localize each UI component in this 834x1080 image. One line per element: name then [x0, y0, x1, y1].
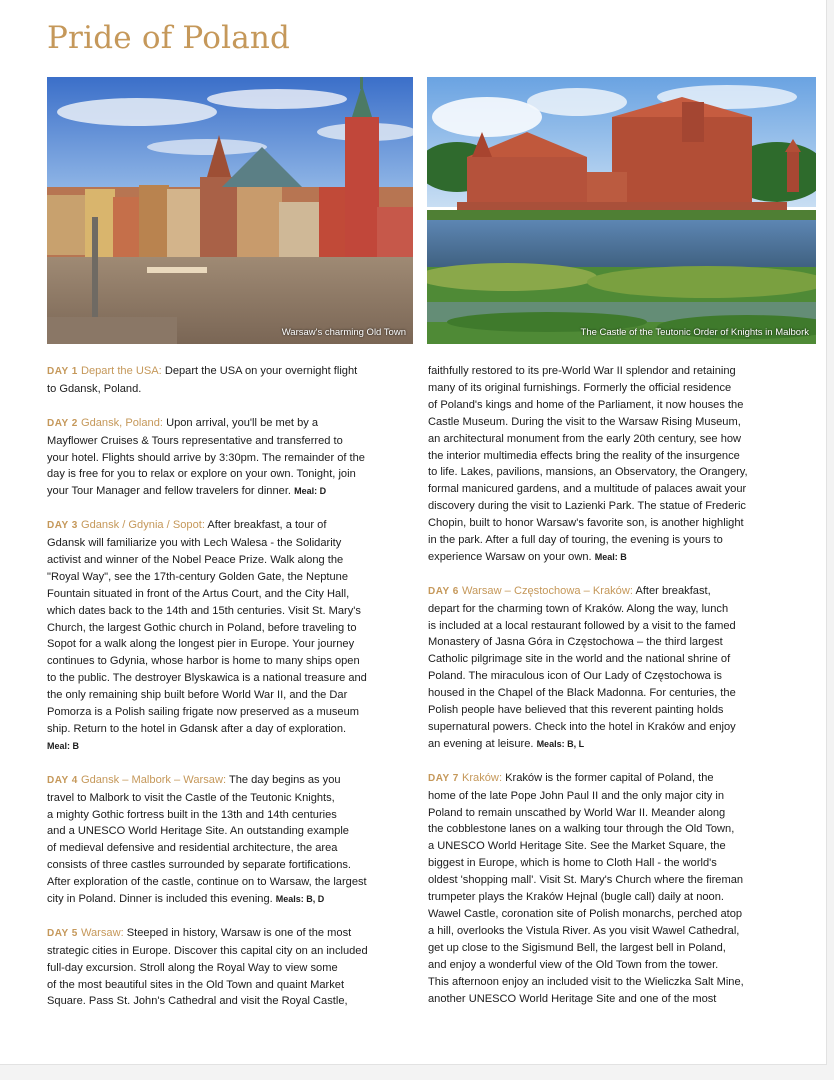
- itinerary-day-1: [47, 363, 413, 398]
- day-text-line: discovery during the visit to Lazienki Park. The statue of Frederic: [428, 500, 746, 513]
- day-text-line: the cobblestone lanes on a walking tour through the Old Town,: [428, 823, 735, 836]
- meal-info: Meal: B: [594, 551, 627, 562]
- day-text-line: Steeped in history, Warsaw is one of the most: [126, 926, 352, 939]
- day-destination: Gdansk, Poland:: [80, 416, 163, 429]
- day-text-line: biggest in Europe, which is home to Cloth Hall - the world's: [428, 857, 717, 870]
- day-text-line: and a UNESCO World Heritage Site. An outstanding example: [47, 825, 349, 838]
- day-text-line: trumpeter plays the Kraków Hejnal (bugle call) daily at noon.: [428, 891, 724, 904]
- day-text-line: day is free for you to relax or explore on your own. Tonight, join: [47, 468, 356, 481]
- day-text-line: Wawel Castle, coronation site of Polish monarchs, perched atop: [428, 907, 743, 920]
- day-text-line: is included at a local restaurant followed by a visit to the famed: [428, 619, 736, 632]
- day-text-line: strategic cities in Europe. Discover this capital city on an included: [47, 944, 368, 957]
- day-number: DAY 7: [428, 772, 459, 784]
- day-text-line: oldest 'shopping mall'. Visit St. Mary's Church where the fireman: [428, 874, 744, 887]
- day-text-line: your hotel. Flights should arrive by 3:30pm. The remainder of the: [47, 451, 365, 464]
- day-destination: Warsaw:: [80, 926, 124, 939]
- day-text-line: After exploration of the castle, continue on to Warsaw, the largest: [47, 876, 367, 889]
- day-text-line: many of its original furnishings. Formerly the official residence: [428, 381, 732, 394]
- itinerary-column-right: [428, 363, 790, 1024]
- day-text-line: Castle Museum. During the visit to the Warsaw Rising Museum,: [428, 415, 741, 428]
- day-text-line: housed in the Chapel of the Black Madonna. For centuries, the: [428, 687, 736, 700]
- itinerary-column-left: [47, 363, 413, 1027]
- day-text-line: depart for the charming town of Kraków. Along the way, lunch: [428, 602, 729, 615]
- day-text-line: an evening at leisure.: [428, 737, 534, 750]
- itinerary-day-6: [428, 583, 790, 753]
- day-text-line: ship. Return to the hotel in Gdansk after a day of exploration.: [47, 723, 347, 735]
- meal-info: Meals: B, L: [536, 738, 585, 749]
- day-text-line: of Poland's kings and home of the Parliament, it now houses the: [428, 398, 744, 411]
- day-text-line: the only remaining ship built before World War II, and the Dar: [47, 689, 348, 702]
- day-text-line: Polish people have believed that this reverent painting holds: [428, 704, 724, 717]
- day-text-line: to the public. The destroyer Blyskawica is a national treasure and: [47, 672, 367, 685]
- day-text-line: activist and winner of the Nobel Peace Prize. Walk along the: [47, 553, 344, 566]
- day-text-line: faithfully restored to its pre-World War II splendor and retaining: [428, 365, 736, 377]
- itinerary-day-4: [47, 772, 413, 908]
- day-text-line: Fountain situated in front of the Artus Court, and the City Hall,: [47, 587, 350, 600]
- day-text-line: city in Poland. Dinner is included this evening.: [47, 893, 273, 906]
- warsaw-old-town-photo: [47, 77, 413, 344]
- day-number: DAY 4: [47, 774, 78, 786]
- photo-caption: The Castle of the Teutonic Order of Knights in Malbork: [580, 327, 809, 338]
- itinerary-day-5-continued: [428, 363, 790, 566]
- day-text-line: home of the late Pope John Paul II and the only major city in: [428, 789, 725, 802]
- day-destination: Warsaw – Częstochowa – Kraków:: [461, 584, 633, 597]
- day-text-line: Poland to remain unscathed by World War II. Meander along: [428, 806, 726, 819]
- itinerary-day-5: [47, 925, 413, 1011]
- day-text-line: This afternoon enjoy an included visit to the Wieliczka Salt Mine,: [428, 975, 744, 988]
- day-text-line: experience Warsaw on your own.: [428, 550, 592, 563]
- day-text-line: to Gdansk, Poland.: [47, 382, 142, 395]
- day-text-line: to life. Lakes, pavilions, mansions, an Observatory, the Orangery,: [428, 466, 748, 479]
- day-text-line: get up close to the Sigismund Bell, the largest bell in Poland,: [428, 941, 726, 954]
- meal-info: Meals: B, D: [275, 894, 325, 905]
- day-text-line: After breakfast,: [635, 584, 711, 597]
- day-text-line: The day begins as you: [228, 773, 341, 786]
- malbork-castle-photo: [427, 77, 816, 344]
- meal-info: Meal: D: [294, 486, 327, 497]
- day-text-line: Gdansk will familiarize you with Lech Walesa - the Solidarity: [47, 537, 342, 550]
- day-text-line: an architectural monument from the early 20th century, see how: [428, 432, 742, 445]
- day-text-line: full-day excursion. Stroll along the Royal Way to view some: [47, 961, 338, 974]
- day-text-line: continues to Gdynia, whose harbor is home to many ships open: [47, 655, 360, 668]
- page-title: Pride of Poland: [47, 20, 291, 56]
- day-text-line: consists of three castles surrounded by separate fortifications.: [47, 859, 352, 872]
- day-number: DAY 6: [428, 585, 459, 597]
- day-number: DAY 5: [47, 927, 78, 939]
- day-number: DAY 2: [47, 417, 78, 429]
- photo-caption: Warsaw's charming Old Town: [281, 327, 406, 338]
- day-text-line: another UNESCO World Heritage Site and one of the most: [428, 992, 717, 1005]
- day-destination: Kraków:: [461, 771, 503, 784]
- day-text-line: Pomorza is a Polish sailing frigate now preserved as a museum: [47, 706, 360, 719]
- day-destination: Gdansk / Gdynia / Sopot:: [80, 519, 205, 532]
- day-text-line: a hill, overlooks the Vistula River. As you visit Wawel Cathedral,: [428, 924, 740, 937]
- day-text-line: After breakfast, a tour of: [207, 519, 327, 532]
- day-text-line: Catholic pilgrimage site in the world and the national shrine of: [428, 653, 731, 666]
- day-text-line: Mayflower Cruises & Tours representative and transferred to: [47, 434, 343, 447]
- day-text-line: supernatural powers. Check into the hotel in Kraków and enjoy: [428, 721, 736, 734]
- day-text-line: which dates back to the 14th and 15th centuries. Visit St. Mary's: [47, 604, 361, 617]
- day-text-line: the interior multimedia effects bring the reality of the insurgence: [428, 449, 740, 462]
- day-destination: Gdansk – Malbork – Warsaw:: [80, 773, 227, 786]
- day-text-line: in the park. After a full day of touring, the evening is yours to: [428, 534, 723, 547]
- itinerary-day-7: [428, 770, 790, 1008]
- day-text-line: a UNESCO World Heritage Site. See the Market Square, the: [428, 840, 726, 853]
- day-text-line: your Tour Manager and fellow travelers for dinner.: [47, 485, 291, 498]
- day-text-line: Depart the USA on your overnight flight: [164, 365, 358, 377]
- day-text-line: Upon arrival, you'll be met by a: [166, 416, 319, 429]
- day-text-line: Kraków is the former capital of Poland, the: [505, 771, 714, 784]
- day-number: DAY 3: [47, 520, 78, 532]
- itinerary-day-3: [47, 517, 413, 755]
- day-text-line: Sopot for a walk along the longest pier in Europe. Your journey: [47, 638, 355, 651]
- day-text-line: of medieval defensive and residential architecture, the area: [47, 842, 338, 855]
- day-text-line: "Royal Way", see the 17th-century Golden Gate, the Neptune: [47, 570, 348, 583]
- day-text-line: Church, the largest Gothic church in Poland, before traveling to: [47, 621, 357, 634]
- day-number: DAY 1: [47, 366, 78, 377]
- day-destination: Depart the USA:: [80, 365, 162, 377]
- day-text-line: travel to Malbork to visit the Castle of the Teutonic Knights,: [47, 791, 335, 804]
- day-text-line: and enjoy a wonderful view of the Old Town from the tower.: [428, 958, 719, 971]
- day-text-line: Chopin, built to honor Warsaw's favorite son, is another highlight: [428, 517, 744, 530]
- day-text-line: Square. Pass St. John's Cathedral and visit the Royal Castle,: [47, 995, 348, 1008]
- day-text-line: Poland. The miraculous icon of Our Lady of Częstochowa is: [428, 670, 722, 683]
- day-text-line: formal manicured gardens, and a multitude of palaces await your: [428, 483, 747, 496]
- itinerary-day-2: [47, 415, 413, 501]
- meal-info: Meal: B: [47, 740, 80, 751]
- day-text-line: of the most beautiful sites in the Old Town and quaint Market: [47, 978, 345, 991]
- day-text-line: Monastery of Jasna Góra in Częstochowa – the third largest: [428, 636, 723, 649]
- day-text-line: a mighty Gothic fortress built in the 13th and 14th centuries: [47, 808, 337, 821]
